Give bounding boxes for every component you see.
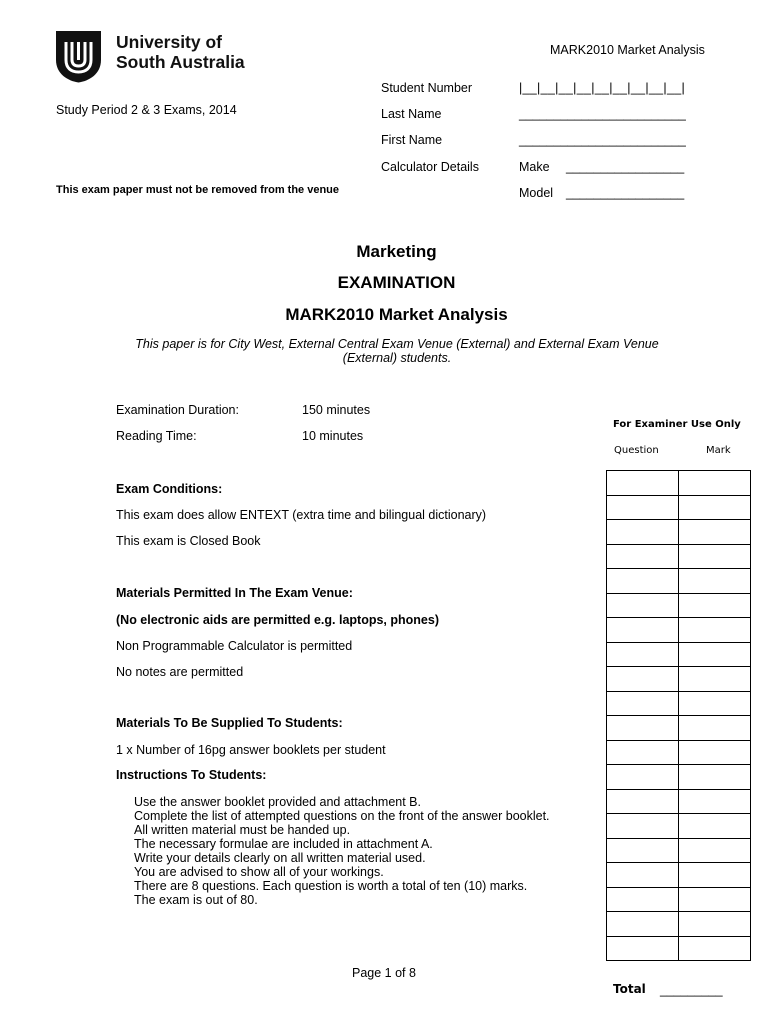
- question-cell[interactable]: [607, 569, 679, 594]
- materials-permitted-heading: Materials Permitted In The Exam Venue:: [116, 586, 353, 600]
- reading-time-value: 10 minutes: [302, 429, 364, 443]
- table-row: [607, 593, 751, 618]
- conditions-heading: Exam Conditions:: [116, 482, 223, 496]
- question-cell[interactable]: [607, 936, 679, 961]
- table-row: [607, 887, 751, 912]
- mark-cell[interactable]: [679, 716, 751, 741]
- instruction-item: Write your details clearly on all written material used.: [134, 851, 426, 865]
- mark-cell[interactable]: [679, 618, 751, 643]
- university-wordmark: [116, 32, 245, 72]
- duration-value: 150 minutes: [302, 403, 371, 417]
- question-cell[interactable]: [607, 520, 679, 545]
- instructions-heading: Instructions To Students:: [116, 768, 267, 782]
- question-cell[interactable]: [607, 471, 679, 496]
- mark-cell[interactable]: [679, 912, 751, 937]
- make-field[interactable]: _________________: [566, 160, 685, 174]
- mark-cell[interactable]: [679, 691, 751, 716]
- table-row: [607, 471, 751, 496]
- question-column-header: Question: [614, 445, 659, 456]
- mark-cell[interactable]: [679, 789, 751, 814]
- first-name-label: First Name: [381, 133, 443, 147]
- instruction-item: All written material must be handed up.: [134, 823, 351, 837]
- mark-cell[interactable]: [679, 667, 751, 692]
- table-row: [607, 716, 751, 741]
- instruction-item: You are advised to show all of your workings.: [134, 865, 384, 879]
- question-cell[interactable]: [607, 740, 679, 765]
- materials-permitted-line-2: No notes are permitted: [116, 665, 244, 679]
- instructions-list: [134, 795, 550, 907]
- mark-cell[interactable]: [679, 471, 751, 496]
- exam-title: EXAMINATION: [337, 273, 456, 292]
- mark-cell[interactable]: [679, 838, 751, 863]
- table-row: [607, 691, 751, 716]
- table-row: [607, 912, 751, 937]
- question-cell[interactable]: [607, 887, 679, 912]
- table-row: [607, 618, 751, 643]
- total-field[interactable]: _________: [660, 983, 723, 997]
- question-cell[interactable]: [607, 863, 679, 888]
- mark-cell[interactable]: [679, 765, 751, 790]
- reading-time-label: Reading Time:: [116, 429, 197, 443]
- university-line-2: South Australia: [116, 52, 245, 72]
- table-row: [607, 814, 751, 839]
- mark-cell[interactable]: [679, 495, 751, 520]
- mark-cell[interactable]: [679, 814, 751, 839]
- question-cell[interactable]: [607, 765, 679, 790]
- removal-notice: This exam paper must not be removed from the venue: [56, 184, 340, 196]
- table-row: [607, 667, 751, 692]
- table-row: [607, 863, 751, 888]
- examiner-heading: For Examiner Use Only: [613, 419, 741, 430]
- mark-column-header: Mark: [706, 445, 731, 456]
- student-number-label: Student Number: [381, 81, 473, 95]
- mark-cell[interactable]: [679, 740, 751, 765]
- mark-cell[interactable]: [679, 863, 751, 888]
- question-cell[interactable]: [607, 789, 679, 814]
- mark-cell[interactable]: [679, 544, 751, 569]
- table-row: [607, 765, 751, 790]
- calculator-details-label: Calculator Details: [381, 160, 479, 174]
- table-row: [607, 520, 751, 545]
- instruction-item: The necessary formulae are included in attachment A.: [134, 837, 433, 851]
- table-row: [607, 544, 751, 569]
- materials-permitted-subheading: (No electronic aids are permitted e.g. laptops, phones): [116, 613, 439, 627]
- table-row: [607, 936, 751, 961]
- table-row: [607, 838, 751, 863]
- mark-cell[interactable]: [679, 593, 751, 618]
- student-number-boxes[interactable]: |__|__|__|__|__|__|__|__|__|: [519, 81, 686, 95]
- university-logo-shield-icon: [55, 30, 102, 83]
- question-cell[interactable]: [607, 593, 679, 618]
- make-label: Make: [519, 160, 550, 174]
- header-course-title: MARK2010 Market Analysis: [550, 43, 705, 57]
- question-cell[interactable]: [607, 912, 679, 937]
- course-title: MARK2010 Market Analysis: [285, 305, 508, 324]
- duration-label: Examination Duration:: [116, 403, 239, 417]
- table-row: [607, 569, 751, 594]
- model-field[interactable]: _________________: [566, 186, 685, 200]
- first-name-field[interactable]: ________________________: [519, 133, 686, 147]
- discipline-title: Marketing: [356, 242, 437, 261]
- table-row: [607, 789, 751, 814]
- instruction-item: Complete the list of attempted questions on the front of the answer booklet.: [134, 809, 550, 823]
- table-row: [607, 740, 751, 765]
- mark-cell[interactable]: [679, 520, 751, 545]
- study-period: Study Period 2 & 3 Exams, 2014: [56, 103, 237, 117]
- conditions-line-1: This exam does allow ENTEXT (extra time and bilingual dictionary): [116, 508, 487, 522]
- mark-cell[interactable]: [679, 642, 751, 667]
- last-name-label: Last Name: [381, 107, 442, 121]
- table-row: [607, 495, 751, 520]
- conditions-line-2: This exam is Closed Book: [116, 534, 261, 548]
- materials-permitted-line-1: Non Programmable Calculator is permitted: [116, 639, 353, 653]
- question-cell[interactable]: [607, 495, 679, 520]
- materials-supplied-heading: Materials To Be Supplied To Students:: [116, 716, 343, 730]
- question-cell[interactable]: [607, 618, 679, 643]
- total-label: Total: [613, 982, 646, 996]
- question-cell[interactable]: [607, 716, 679, 741]
- question-cell[interactable]: [607, 814, 679, 839]
- mark-cell[interactable]: [679, 569, 751, 594]
- instruction-item: There are 8 questions. Each question is worth a total of ten (10) marks.: [134, 879, 528, 893]
- examiner-marks-table: [606, 470, 751, 961]
- materials-supplied-line-1: 1 x Number of 16pg answer booklets per student: [116, 743, 386, 757]
- mark-cell[interactable]: [679, 887, 751, 912]
- question-cell[interactable]: [607, 691, 679, 716]
- instruction-item: Use the answer booklet provided and attachment B.: [134, 795, 421, 809]
- page-number: Page 1 of 8: [352, 966, 416, 980]
- instruction-item: The exam is out of 80.: [134, 893, 258, 907]
- university-line-1: University of: [116, 32, 222, 52]
- last-name-field[interactable]: ________________________: [519, 107, 686, 121]
- table-row: [607, 642, 751, 667]
- mark-cell[interactable]: [679, 936, 751, 961]
- question-cell[interactable]: [607, 838, 679, 863]
- question-cell[interactable]: [607, 544, 679, 569]
- model-label: Model: [519, 186, 554, 200]
- question-cell[interactable]: [607, 667, 679, 692]
- eligibility-note: This paper is for City West, External Central Exam Venue (External) and External Exam Venue (External) students.: [135, 337, 659, 365]
- question-cell[interactable]: [607, 642, 679, 667]
